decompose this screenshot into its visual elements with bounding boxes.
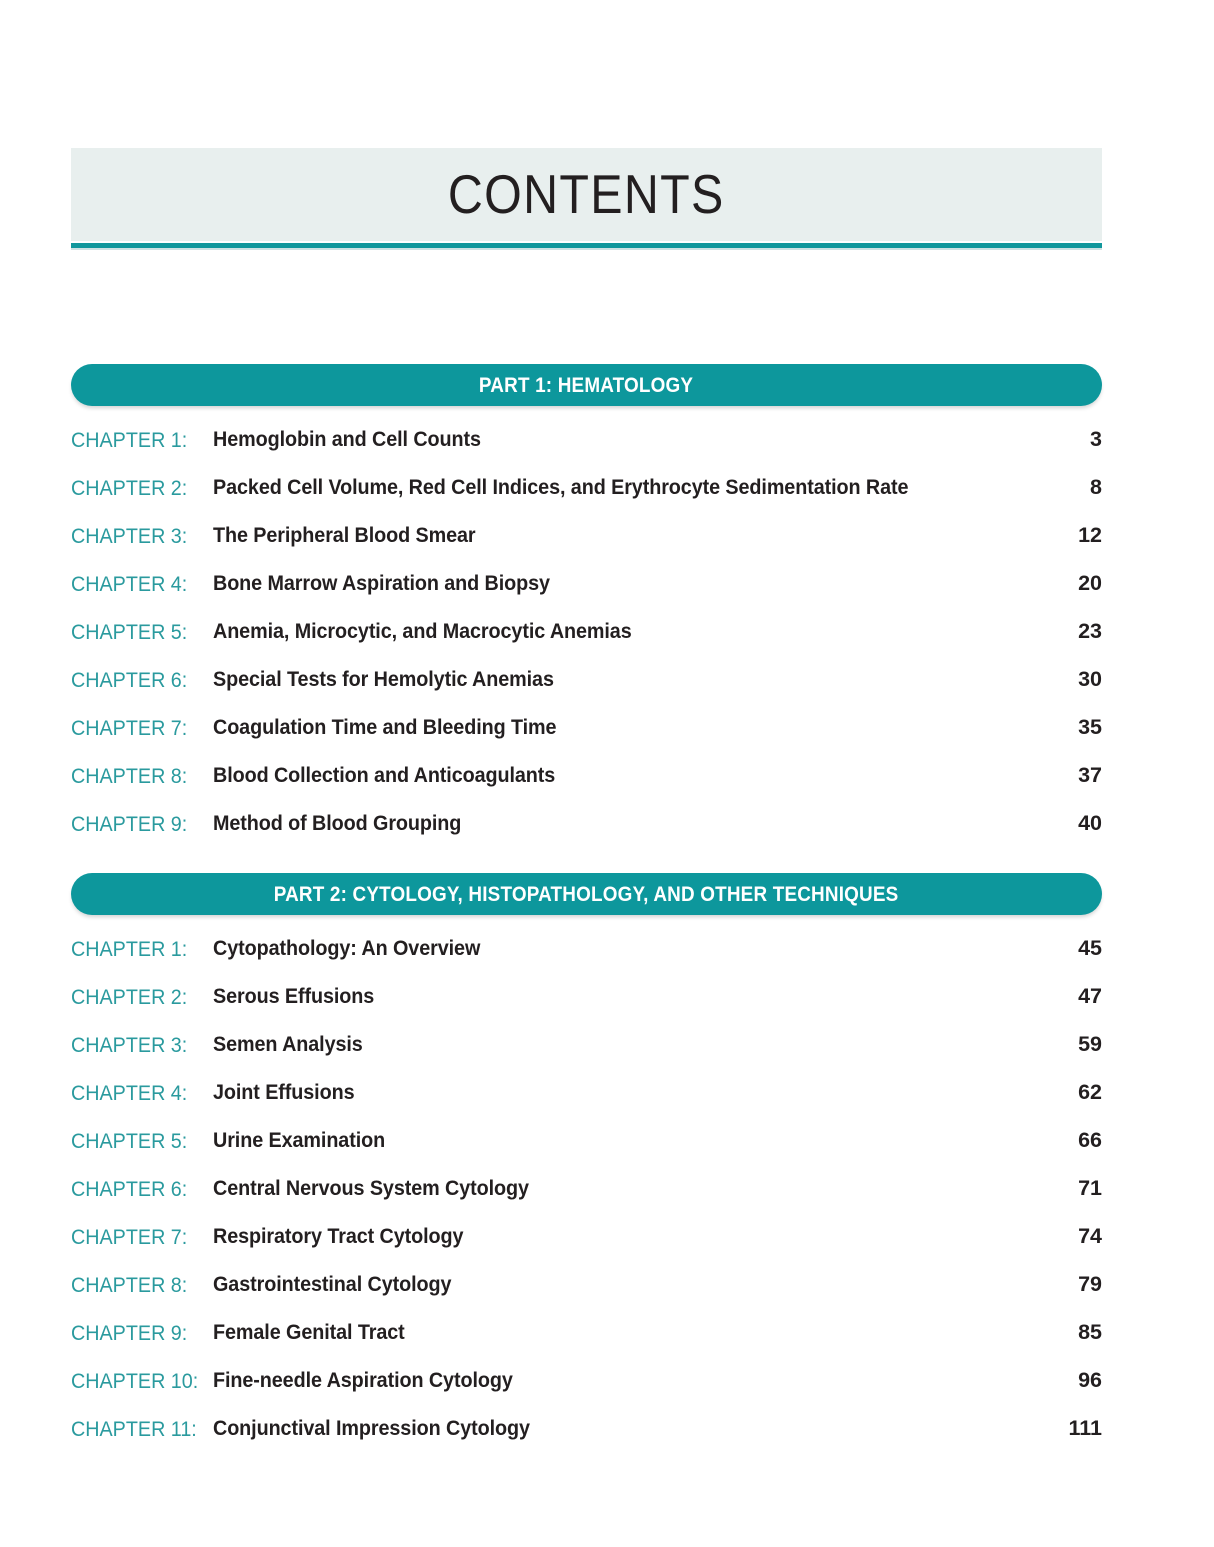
part-banner: [71, 364, 1102, 406]
chapter-page-number: 8: [1090, 475, 1102, 500]
chapter-label: CHAPTER 1:: [71, 428, 188, 452]
part-banner-label: PART 2: CYTOLOGY, HISTOPATHOLOGY, AND OTHER TECHNIQUES: [274, 882, 899, 906]
chapter-title[interactable]: Anemia, Microcytic, and Macrocytic Anemias: [213, 619, 632, 644]
chapter-label: CHAPTER 5:: [71, 620, 188, 644]
chapter-title[interactable]: Respiratory Tract Cytology: [213, 1224, 464, 1249]
chapter-title[interactable]: Method of Blood Grouping: [213, 811, 462, 836]
chapter-label: CHAPTER 11:: [71, 1417, 197, 1441]
toc-entry[interactable]: [71, 925, 1102, 973]
chapter-list: [71, 925, 1102, 1453]
chapter-page-number: 96: [1078, 1368, 1102, 1393]
chapter-page-number: 66: [1078, 1128, 1102, 1153]
toc-entry[interactable]: [71, 752, 1102, 800]
toc-entry[interactable]: [71, 1405, 1102, 1453]
toc-entry[interactable]: [71, 1117, 1102, 1165]
chapter-page-number: 35: [1078, 715, 1102, 740]
toc-entry[interactable]: [71, 416, 1102, 464]
chapter-page-number: 79: [1078, 1272, 1102, 1297]
toc-entry[interactable]: [71, 1261, 1102, 1309]
chapter-label: CHAPTER 7:: [71, 1225, 188, 1249]
toc-entry[interactable]: [71, 1165, 1102, 1213]
chapter-label: CHAPTER 6:: [71, 668, 188, 692]
chapter-label: CHAPTER 2:: [71, 476, 188, 500]
chapter-page-number: 62: [1078, 1080, 1102, 1105]
chapter-label: CHAPTER 6:: [71, 1177, 188, 1201]
toc-entry[interactable]: [71, 1213, 1102, 1261]
chapter-title[interactable]: Central Nervous System Cytology: [213, 1176, 529, 1201]
chapter-page-number: 59: [1078, 1032, 1102, 1057]
contents-header-band: [71, 148, 1102, 241]
chapter-page-number: 3: [1090, 427, 1102, 452]
chapter-title[interactable]: Special Tests for Hemolytic Anemias: [213, 667, 554, 692]
toc-entry[interactable]: [71, 656, 1102, 704]
chapter-label: CHAPTER 1:: [71, 937, 188, 961]
chapter-title[interactable]: The Peripheral Blood Smear: [213, 523, 476, 548]
toc-entry[interactable]: [71, 1021, 1102, 1069]
toc-entry[interactable]: [71, 512, 1102, 560]
toc-entry[interactable]: [71, 608, 1102, 656]
chapter-page-number: 40: [1078, 811, 1102, 836]
chapter-page-number: 20: [1078, 571, 1102, 596]
chapter-title[interactable]: Joint Effusions: [213, 1080, 355, 1105]
chapter-label: CHAPTER 3:: [71, 524, 188, 548]
chapter-label: CHAPTER 10:: [71, 1369, 199, 1393]
chapter-page-number: 111: [1068, 1416, 1102, 1441]
chapter-title[interactable]: Hemoglobin and Cell Counts: [213, 427, 481, 452]
chapter-label: CHAPTER 4:: [71, 1081, 188, 1105]
chapter-page-number: 30: [1078, 667, 1102, 692]
toc-entry[interactable]: [71, 1309, 1102, 1357]
chapter-label: CHAPTER 8:: [71, 1273, 188, 1297]
chapter-page-number: 23: [1078, 619, 1102, 644]
chapter-label: CHAPTER 4:: [71, 572, 188, 596]
chapter-title[interactable]: Fine-needle Aspiration Cytology: [213, 1368, 513, 1393]
chapter-page-number: 47: [1078, 984, 1102, 1009]
chapter-title[interactable]: Conjunctival Impression Cytology: [213, 1416, 530, 1441]
chapter-title[interactable]: Urine Examination: [213, 1128, 386, 1153]
toc-entry[interactable]: [71, 560, 1102, 608]
chapter-page-number: 71: [1078, 1176, 1102, 1201]
chapter-page-number: 12: [1078, 523, 1102, 548]
chapter-title[interactable]: Coagulation Time and Bleeding Time: [213, 715, 557, 740]
chapter-page-number: 45: [1078, 936, 1102, 961]
chapter-label: CHAPTER 7:: [71, 716, 188, 740]
chapter-label: CHAPTER 9:: [71, 812, 188, 836]
chapter-page-number: 37: [1078, 763, 1102, 788]
chapter-title[interactable]: Female Genital Tract: [213, 1320, 405, 1345]
chapter-title[interactable]: Semen Analysis: [213, 1032, 363, 1057]
chapter-label: CHAPTER 9:: [71, 1321, 188, 1345]
toc-entry[interactable]: [71, 464, 1102, 512]
chapter-title[interactable]: Packed Cell Volume, Red Cell Indices, and Erythrocyte Sedimentation Rate: [213, 475, 909, 500]
chapter-label: CHAPTER 5:: [71, 1129, 188, 1153]
chapter-page-number: 85: [1078, 1320, 1102, 1345]
chapter-title[interactable]: Cytopathology: An Overview: [213, 936, 481, 961]
page-title: CONTENTS: [448, 163, 725, 225]
part-banner: [71, 873, 1102, 915]
toc-entry[interactable]: [71, 973, 1102, 1021]
chapter-title[interactable]: Serous Effusions: [213, 984, 375, 1009]
chapter-label: CHAPTER 2:: [71, 985, 188, 1009]
part-banner-label: PART 1: HEMATOLOGY: [479, 373, 694, 397]
toc-entry[interactable]: [71, 704, 1102, 752]
chapter-title[interactable]: Gastrointestinal Cytology: [213, 1272, 452, 1297]
chapter-title[interactable]: Blood Collection and Anticoagulants: [213, 763, 556, 788]
chapter-title[interactable]: Bone Marrow Aspiration and Biopsy: [213, 571, 550, 596]
chapter-label: CHAPTER 8:: [71, 764, 188, 788]
part-section: [71, 364, 1102, 848]
part-section: [71, 873, 1102, 1453]
header-divider-shadow: [71, 248, 1102, 250]
chapter-label: CHAPTER 3:: [71, 1033, 188, 1057]
chapter-page-number: 74: [1078, 1224, 1102, 1249]
toc-entry[interactable]: [71, 1357, 1102, 1405]
toc-entry[interactable]: [71, 1069, 1102, 1117]
table-of-contents: [71, 364, 1102, 1453]
toc-entry[interactable]: [71, 800, 1102, 848]
chapter-list: [71, 416, 1102, 848]
